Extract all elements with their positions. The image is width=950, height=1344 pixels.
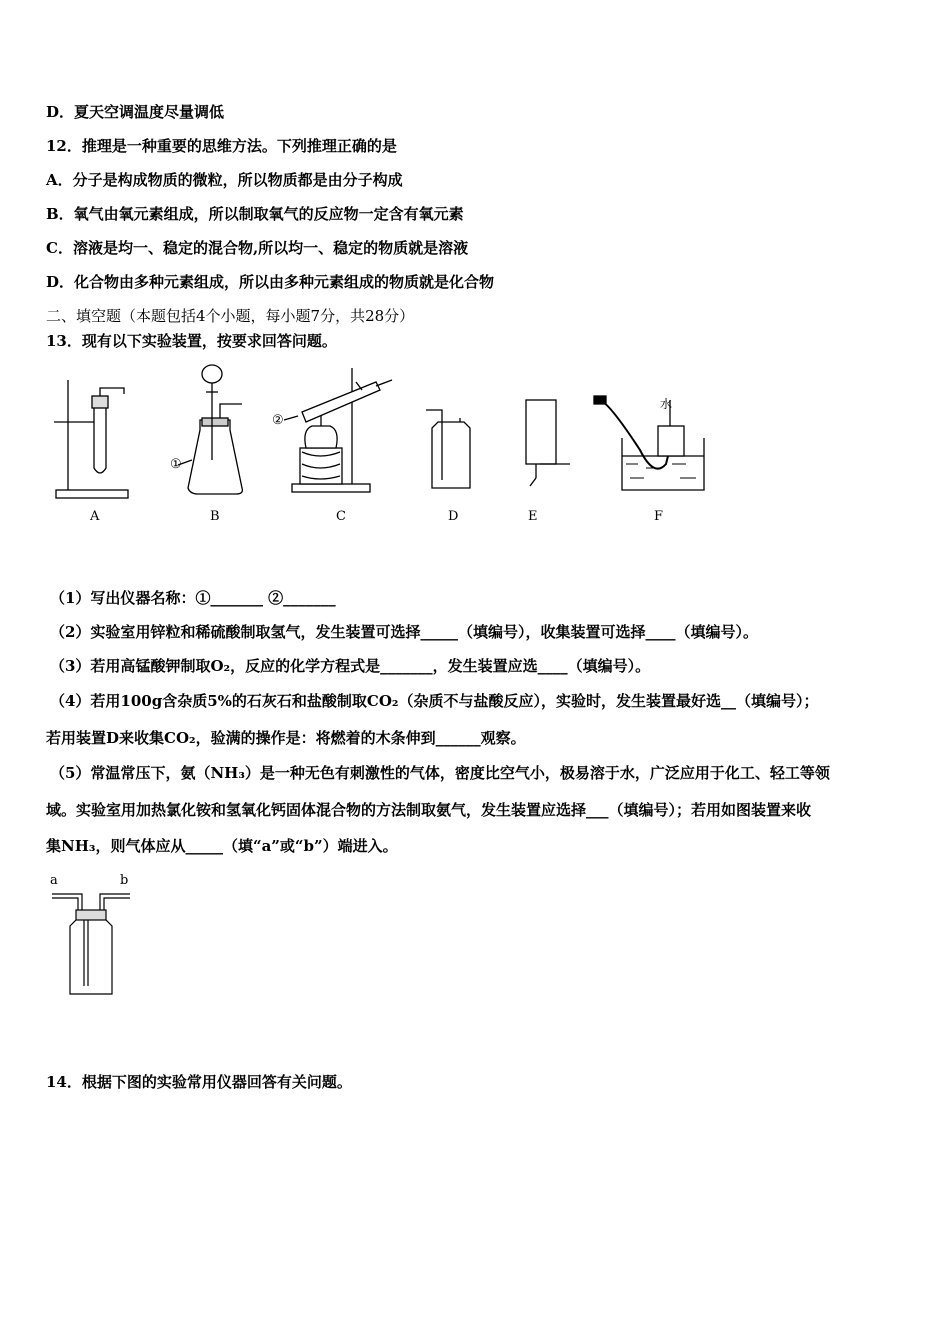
q12-option-b: B．氧气由氧元素组成，所以制取氧气的反应物一定含有氧元素: [46, 205, 464, 223]
label-a: A: [90, 509, 100, 524]
q13-part3: （3）若用高锰酸钾制取O₂，反应的化学方程式是_______，发生装置应选____（填编号）。: [50, 657, 651, 675]
q13-part4b: 若用装置D来收集CO₂，验满的操作是：将燃着的木条伸到______观察。: [46, 729, 526, 747]
label-f: F: [654, 509, 664, 524]
label-d: D: [448, 509, 459, 524]
marker-1: ①: [170, 457, 182, 472]
q14-stem: 14．根据下图的实验常用仪器回答有关问题。: [46, 1073, 352, 1091]
apparatus-drawing: [40, 360, 720, 530]
q12-option-d: D．化合物由多种元素组成，所以由多种元素组成的物质就是化合物: [46, 273, 495, 291]
q11-option-d: D．夏天空调温度尽量调低: [46, 103, 225, 121]
water-label: 水: [660, 397, 673, 411]
gas-bottle-drawing: [46, 868, 146, 1003]
label-b: B: [210, 509, 220, 524]
q13-part5a: （5）常温常压下，氨（NH₃）是一种无色有刺激性的气体，密度比空气小，极易溶于水，广泛应用于化工、轻工等领: [50, 764, 830, 782]
q13-part1: （1）写出仪器名称：①_______ ②_______: [50, 589, 336, 607]
bottle-label-b: b: [120, 873, 129, 888]
q13-part4: （4）若用100g含杂质5%的石灰石和盐酸制取CO₂（杂质不与盐酸反应），实验时，发生装置最好选__（填编号）；: [50, 692, 819, 710]
bottle-label-a: a: [50, 873, 58, 888]
q12-option-c: C．溶液是均一、稳定的混合物,所以均一、稳定的物质就是溶液: [46, 239, 469, 257]
section2-heading: 二、填空题（本题包括4个小题，每小题7分，共28分）: [46, 307, 415, 325]
q13-part5b: 域。实验室用加热氯化铵和氢氧化钙固体混合物的方法制取氨气，发生装置应选择___（填编号）；若用如图装置来收: [46, 801, 812, 819]
apparatus-figure: [40, 360, 720, 530]
label-e: E: [528, 509, 538, 524]
gas-bottle-figure: [46, 868, 146, 1003]
marker-2: ②: [272, 413, 284, 428]
q13-part5c: 集NH₃，则气体应从_____（填“a”或“b”）端进入。: [46, 837, 398, 855]
label-c: C: [336, 509, 346, 524]
q13-part2: （2）实验室用锌粒和稀硫酸制取氢气，发生装置可选择_____（填编号），收集装置可选择____（填编号）。: [50, 623, 758, 641]
q13-stem: 13．现有以下实验装置，按要求回答问题。: [46, 332, 337, 350]
q12-option-a: A．分子是构成物质的微粒，所以物质都是由分子构成: [46, 171, 403, 189]
q12-stem: 12．推理是一种重要的思维方法。下列推理正确的是: [46, 137, 397, 155]
